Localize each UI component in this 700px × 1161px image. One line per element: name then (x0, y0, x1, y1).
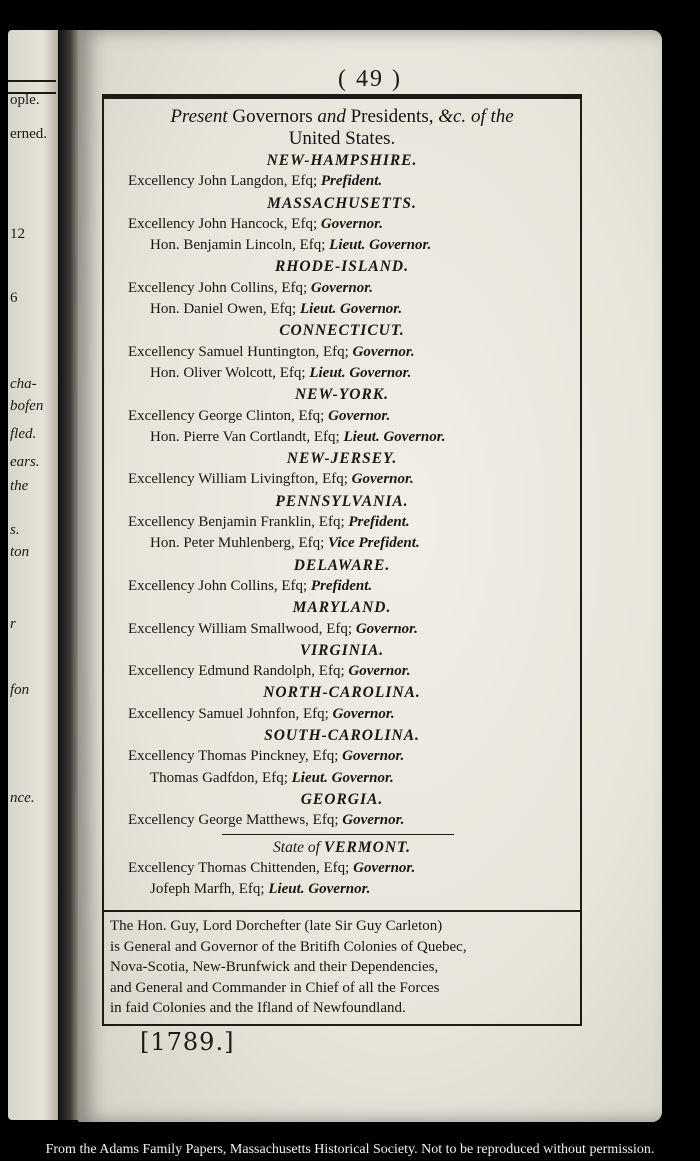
official-name: William Livingfton, Efq; (198, 471, 348, 488)
facing-page-fragment: the (10, 478, 29, 494)
official-name: Peter Muhlenberg, Efq; (183, 535, 325, 552)
heading-of-the: of the (470, 106, 514, 127)
official-row (104, 363, 580, 384)
official-style: Excellency (128, 343, 195, 360)
top-rule (104, 96, 580, 99)
official-name: Samuel Johnfon, Efq; (198, 705, 329, 722)
note-line: in faid Colonies and the Ifland of Newfoundland. (110, 1000, 406, 1016)
official-title: Lieut. Governor. (343, 428, 446, 445)
facing-page-fragment: 12 (10, 226, 25, 242)
official-row (104, 406, 580, 427)
official-name: Edmund Randolph, Efq; (198, 663, 345, 680)
state-heading: RHODE-ISLAND. (274, 258, 409, 276)
official-row (104, 746, 580, 767)
state-heading: NORTH-CAROLINA. (263, 684, 421, 702)
official-style: Excellency (128, 577, 195, 594)
official-style: Excellency (128, 471, 195, 488)
vermont-officials (104, 858, 580, 901)
official-row (104, 235, 580, 256)
official-row (104, 810, 580, 831)
state-heading: NEW-YORK. (294, 386, 390, 404)
official-name: John Hancock, Efq; (198, 215, 318, 232)
official-row (104, 661, 580, 682)
official-title: Governor. (351, 471, 414, 488)
official-name: Daniel Owen, Efq; (183, 301, 297, 318)
official-row (104, 278, 580, 299)
official-name: John Langdon, Efq; (198, 173, 318, 190)
state-heading: VIRGINIA. (299, 641, 385, 659)
facing-page-fragment: 6 (10, 290, 18, 306)
official-title: Governor. (355, 620, 418, 637)
facing-page-fragment: fled. (10, 426, 37, 442)
official-name: Benjamin Franklin, Efq; (198, 514, 345, 531)
official-title: Prefident. (320, 173, 383, 190)
state-heading: PENNSYLVANIA. (275, 492, 409, 510)
vermont-state-of: State of (273, 838, 320, 856)
official-style: Excellency (128, 663, 195, 680)
official-style: Excellency (128, 514, 195, 531)
official-style: Excellency (128, 620, 195, 637)
note-line: and General and Commander in Chief of all the Forces (110, 979, 440, 996)
state-heading: DELAWARE. (293, 556, 391, 574)
official-name: Benjamin Lincoln, Efq; (183, 237, 326, 254)
official-row (104, 299, 580, 320)
official-title: Prefident. (348, 514, 410, 531)
official-row (104, 214, 580, 235)
official-style: Excellency (128, 859, 195, 876)
official-title: Governor. (353, 859, 416, 876)
dorchester-note (104, 910, 580, 1024)
state-heading: NEW-JERSEY. (286, 450, 398, 468)
official-row (104, 469, 580, 490)
vermont-divider (222, 834, 454, 835)
official-title: Prefident. (310, 577, 373, 594)
facing-page-fragment: r (10, 616, 16, 632)
official-name: Jofeph Marfh, Efq; (150, 880, 265, 897)
official-title: Governor. (342, 748, 405, 765)
official-name: Thomas Pinckney, Efq; (198, 748, 339, 765)
note-line: The Hon. Guy, Lord Dorchefter (late Sir Guy Carleton) (110, 918, 443, 934)
table-heading (104, 106, 580, 150)
official-title: Governor. (320, 215, 383, 232)
official-title: Governor. (348, 663, 411, 680)
facing-page-fragment: bofen (10, 398, 44, 414)
official-row (104, 879, 580, 900)
official-title: Lieut. Governor. (309, 364, 412, 381)
official-name: Thomas Chittenden, Efq; (198, 859, 350, 876)
facing-page-rule (8, 80, 56, 82)
almanac-page (78, 30, 662, 1122)
heading-etc: &c. (438, 106, 467, 127)
official-row (104, 619, 580, 640)
official-row (104, 342, 580, 363)
official-name: Thomas Gadfdon, Efq; (150, 769, 288, 786)
heading-united-states: United States. (288, 128, 396, 149)
official-style: Excellency (128, 812, 195, 829)
book-spine (58, 30, 80, 1120)
official-title: Lieut. Governor. (268, 880, 371, 897)
official-style: Excellency (128, 215, 195, 232)
vermont-heading (104, 837, 580, 858)
official-style: Excellency (128, 705, 195, 722)
official-name: John Collins, Efq; (198, 279, 308, 296)
official-style: Excellency (128, 173, 195, 190)
facing-page-fragment: fon (10, 682, 30, 698)
official-style: Hon. (150, 237, 180, 254)
official-title: Governor. (342, 812, 405, 829)
official-name: Oliver Wolcott, Efq; (183, 364, 306, 381)
heading-presidents: Presidents, (350, 106, 434, 127)
governors-table (102, 94, 582, 1026)
facing-page-edge (8, 30, 58, 1120)
official-style: Excellency (128, 748, 195, 765)
official-row (104, 533, 580, 554)
official-row (104, 427, 580, 448)
official-name: George Clinton, Efq; (198, 407, 325, 424)
page-number: ( 49 ) (338, 66, 402, 92)
state-heading: MASSACHUSETTS. (267, 194, 417, 212)
facing-page-fragment: cha- (10, 376, 37, 392)
official-name: William Smallwood, Efq; (198, 620, 353, 637)
official-title: Governor. (310, 279, 373, 296)
facing-page-fragment: ople. (10, 92, 40, 108)
official-style: Hon. (150, 301, 180, 318)
facing-page-fragment: nce. (10, 790, 35, 806)
heading-and: and (317, 106, 346, 127)
official-row (104, 512, 580, 533)
official-name: Pierre Van Cortlandt, Efq; (183, 428, 340, 445)
handwritten-year: [1789.] (140, 1028, 235, 1056)
official-name: John Collins, Efq; (198, 577, 308, 594)
state-heading: CONNECTICUT. (279, 322, 405, 340)
facing-page-fragment: erned. (10, 126, 48, 142)
official-title: Lieut. Governor. (299, 301, 403, 318)
official-style: Hon. (150, 535, 180, 552)
official-title: Governor. (332, 705, 395, 722)
state-heading: SOUTH-CAROLINA. (264, 727, 420, 745)
official-style: Hon. (150, 428, 180, 445)
official-name: Samuel Huntington, Efq; (198, 343, 349, 360)
official-row (104, 171, 580, 192)
copyright-footer: From the Adams Family Papers, Massachusetts Historical Society. Not to be reproduced without permission. (45, 1142, 655, 1157)
official-row (104, 858, 580, 879)
facing-page-fragment: s. (10, 522, 20, 538)
official-title: Governor. (352, 343, 415, 360)
state-list (104, 150, 580, 832)
note-line: is General and Governor of the Britifh Colonies of Quebec, (110, 938, 467, 955)
note-line: Nova-Scotia, New-Brunfwick and their Dependencies, (110, 959, 439, 975)
heading-present: Present (170, 106, 228, 127)
official-style: Excellency (128, 407, 195, 424)
official-style: Hon. (150, 364, 180, 381)
official-row (104, 704, 580, 725)
heading-governors: Governors (232, 106, 313, 127)
facing-page-fragment: ton (10, 544, 30, 560)
official-title: Lieut. Governor. (291, 769, 394, 786)
official-title: Governor. (328, 407, 391, 424)
vermont-name: VERMONT. (323, 838, 411, 856)
state-heading: MARYLAND. (292, 599, 392, 617)
official-title: Vice Prefident. (328, 535, 420, 552)
official-row (104, 576, 580, 597)
official-name: George Matthews, Efq; (198, 812, 339, 829)
official-title: Lieut. Governor. (329, 237, 432, 254)
state-heading: NEW-HAMPSHIRE. (266, 152, 418, 169)
state-heading: GEORGIA. (300, 790, 384, 808)
facing-page-fragment: ears. (10, 454, 40, 470)
official-row (104, 768, 580, 789)
official-style: Excellency (128, 279, 195, 296)
